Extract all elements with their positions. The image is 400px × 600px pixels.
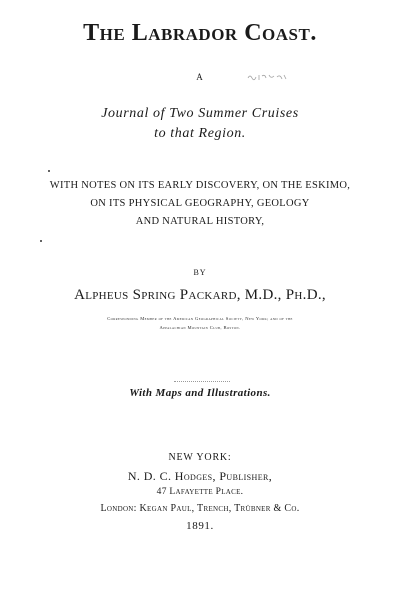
affiliation-line-1: Corresponding Member of the American Geographical Society, New York; and of the <box>107 316 293 321</box>
print-speck <box>40 240 42 242</box>
notes-line-1: WITH NOTES ON ITS EARLY DISCOVERY, ON THE ESKIMO, <box>49 180 351 191</box>
affiliation-line-2: Appalachian Mountain Club, Boston. <box>159 325 241 330</box>
notes-line-3: AND NATURAL HISTORY, <box>135 216 265 227</box>
faint-divider <box>174 381 230 382</box>
book-title: The Labrador Coast. <box>83 20 317 46</box>
publisher-address: 47 Lafayette Place. <box>156 487 244 497</box>
publication-year: 1891. <box>186 520 214 532</box>
by-label: BY <box>193 268 207 277</box>
notes-line-2: ON ITS PHYSICAL GEOGRAPHY, GEOLOGY <box>90 198 310 209</box>
subtitle-line-1: Journal of Two Summer Cruises <box>101 106 299 121</box>
print-speck <box>48 170 50 172</box>
author-name: Alpheus Spring Packard, M.D., Ph.D., <box>74 287 326 303</box>
subtitle-line-2: to that Region. <box>154 126 246 141</box>
article-a: A <box>196 72 204 82</box>
london-publisher: London: Kegan Paul, Trench, Trübner & Co. <box>100 503 300 514</box>
illustrations-note: With Maps and Illustrations. <box>129 387 271 399</box>
imprint-city: NEW YORK: <box>168 452 232 463</box>
publisher-name: N. D. C. Hodges, Publisher, <box>127 469 273 483</box>
